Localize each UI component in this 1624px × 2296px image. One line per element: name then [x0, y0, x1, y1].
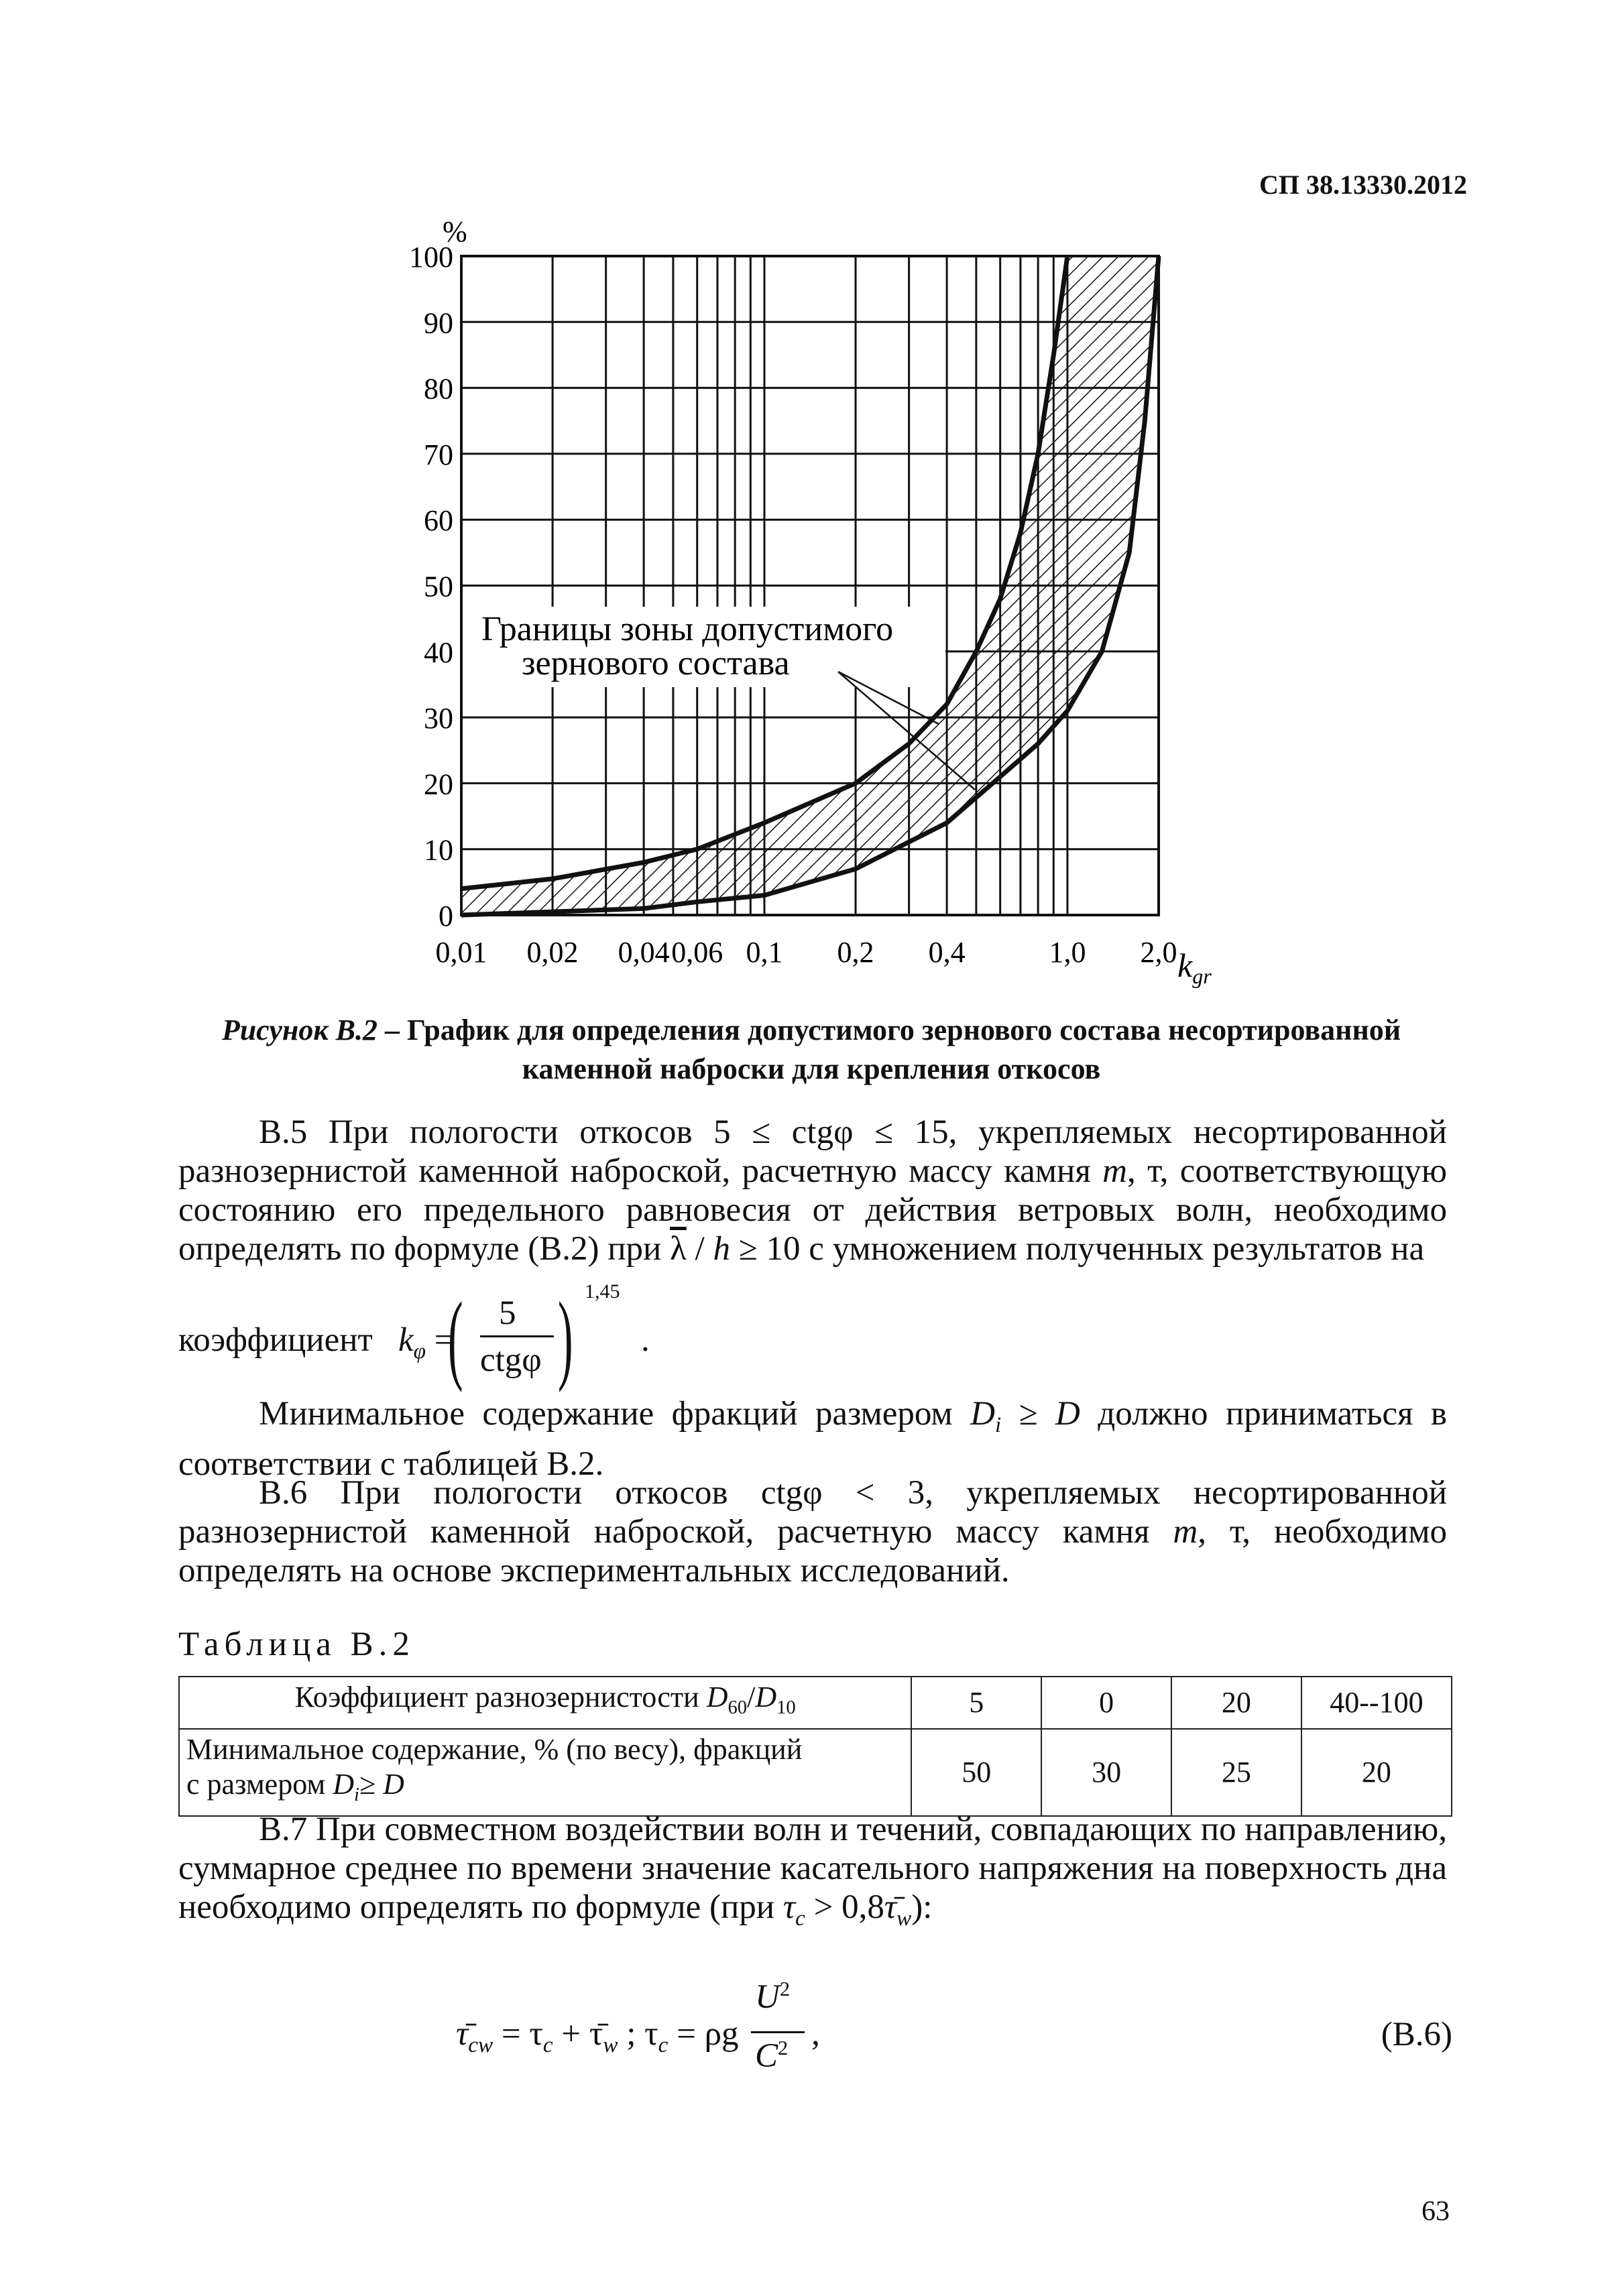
y-tick-label: 40 — [424, 636, 453, 669]
y-tick-label: 100 — [409, 241, 453, 274]
x-tick-label: 0,2 — [837, 936, 874, 969]
table-row — [179, 1729, 1452, 1816]
grain-composition-chart — [375, 194, 1274, 999]
paragraph-b6: В.6 При пологости откосов ctgφ < 3, укрепляемых несортированной разнозернистой каменной наброской, расчетную массу камня m, т, необходимо определять на основе экспериментальных исследований. — [178, 1474, 1447, 1589]
annotation-line-1: Границы зоны допустимого — [481, 610, 894, 648]
table-cell: 50 — [911, 1729, 1041, 1816]
table-cell: 25 — [1171, 1729, 1301, 1816]
paragraph-b7: В.7 При совместном воздействии волн и течений, совпадающих по направлению, суммарное среднее по времени значение касательного напряжения на поверхность дна необходимо определять по формуле (при $\tau_c$ > $0,8\taū_w$): — [178, 1811, 1447, 1931]
table-header-cell: 20 — [1171, 1677, 1301, 1729]
y-tick-labels — [409, 241, 453, 932]
paragraph-min-content: Минимальное содержание фракций размером $D_i \ge D$ должно приниматься в соответствии с таблицей В.2. — [178, 1395, 1447, 1484]
x-tick-label: 0,02 — [526, 936, 579, 969]
figure-caption — [181, 1011, 1442, 1089]
paragraph-b5: В.5 При пологости откосов 5 ≤ ctgφ ≤ 15, укрепляемых несортированной разнозернистой каменной наброской, расчетную массу камня m, т, соответствующую состоянию его предельного равновесия от действия ветровых волн, необходимо определять по формуле (В.2) при $\overline{\lambda} / h \ge 10$ с умножением полученных результатов на — [178, 1113, 1448, 1268]
y-tick-label: 50 — [424, 570, 453, 603]
table-b2 — [178, 1676, 1452, 1817]
y-tick-label: 90 — [424, 306, 453, 340]
x-tick-label: 2,0 — [1140, 936, 1177, 969]
table-header-cell: 5 — [911, 1677, 1041, 1729]
x-tick-label: 0,01 — [435, 936, 487, 969]
x-tick-label: 0,4 — [928, 936, 966, 969]
y-tick-label: 10 — [424, 833, 453, 867]
table-header-row — [179, 1677, 1452, 1729]
y-tick-label: 0 — [439, 900, 453, 932]
equation-number: (В.6) — [1381, 2016, 1452, 2053]
table-header-cell: 40--100 — [1301, 1677, 1452, 1729]
y-unit-label: % — [443, 215, 467, 248]
y-tick-label: 60 — [424, 504, 453, 538]
x-tick-label: 1,0 — [1049, 936, 1086, 969]
figure-label: Рисунок В.2 — [221, 1014, 378, 1046]
table-header-cell: 0 — [1041, 1677, 1171, 1729]
figure-caption-text: – График для определения допустимого зернового состава несортированной каменной наброски для крепления откосов — [378, 1014, 1401, 1085]
y-tick-label: 70 — [424, 438, 453, 471]
page-number: 63 — [1422, 2196, 1450, 2227]
x-tick-label: 0,04 — [618, 936, 670, 969]
x-tick-label: 0,1 — [746, 936, 783, 969]
document-code: СП 38.13330.2012 — [1259, 170, 1467, 200]
table-row-label: Минимальное содержание, % (по весу), фракций с размером $D_i\ge D$ — [179, 1729, 911, 1816]
table-cell: 20 — [1301, 1729, 1452, 1816]
annotation-line-2: зернового состава — [522, 644, 790, 682]
y-tick-label: 30 — [424, 702, 453, 735]
x-axis-label: $k_{gr}$ — [1177, 947, 1212, 988]
equation-b6: $\taū_{cw} = \tau_c$ + $\taū_w$ ; $\tau_c = \rho g$ $U^2$ $C^2$ , — [456, 1978, 820, 2075]
table-cell: 30 — [1041, 1729, 1171, 1816]
y-tick-label: 80 — [424, 372, 453, 406]
table-header-label: Коэффициент разнозернистости $D_{60}/D_{10}$ — [179, 1677, 911, 1729]
x-tick-labels — [436, 936, 1177, 969]
x-tick-label: 0,06 — [671, 936, 723, 969]
table-title: Таблица В.2 — [178, 1626, 415, 1663]
y-tick-label: 20 — [424, 768, 453, 801]
